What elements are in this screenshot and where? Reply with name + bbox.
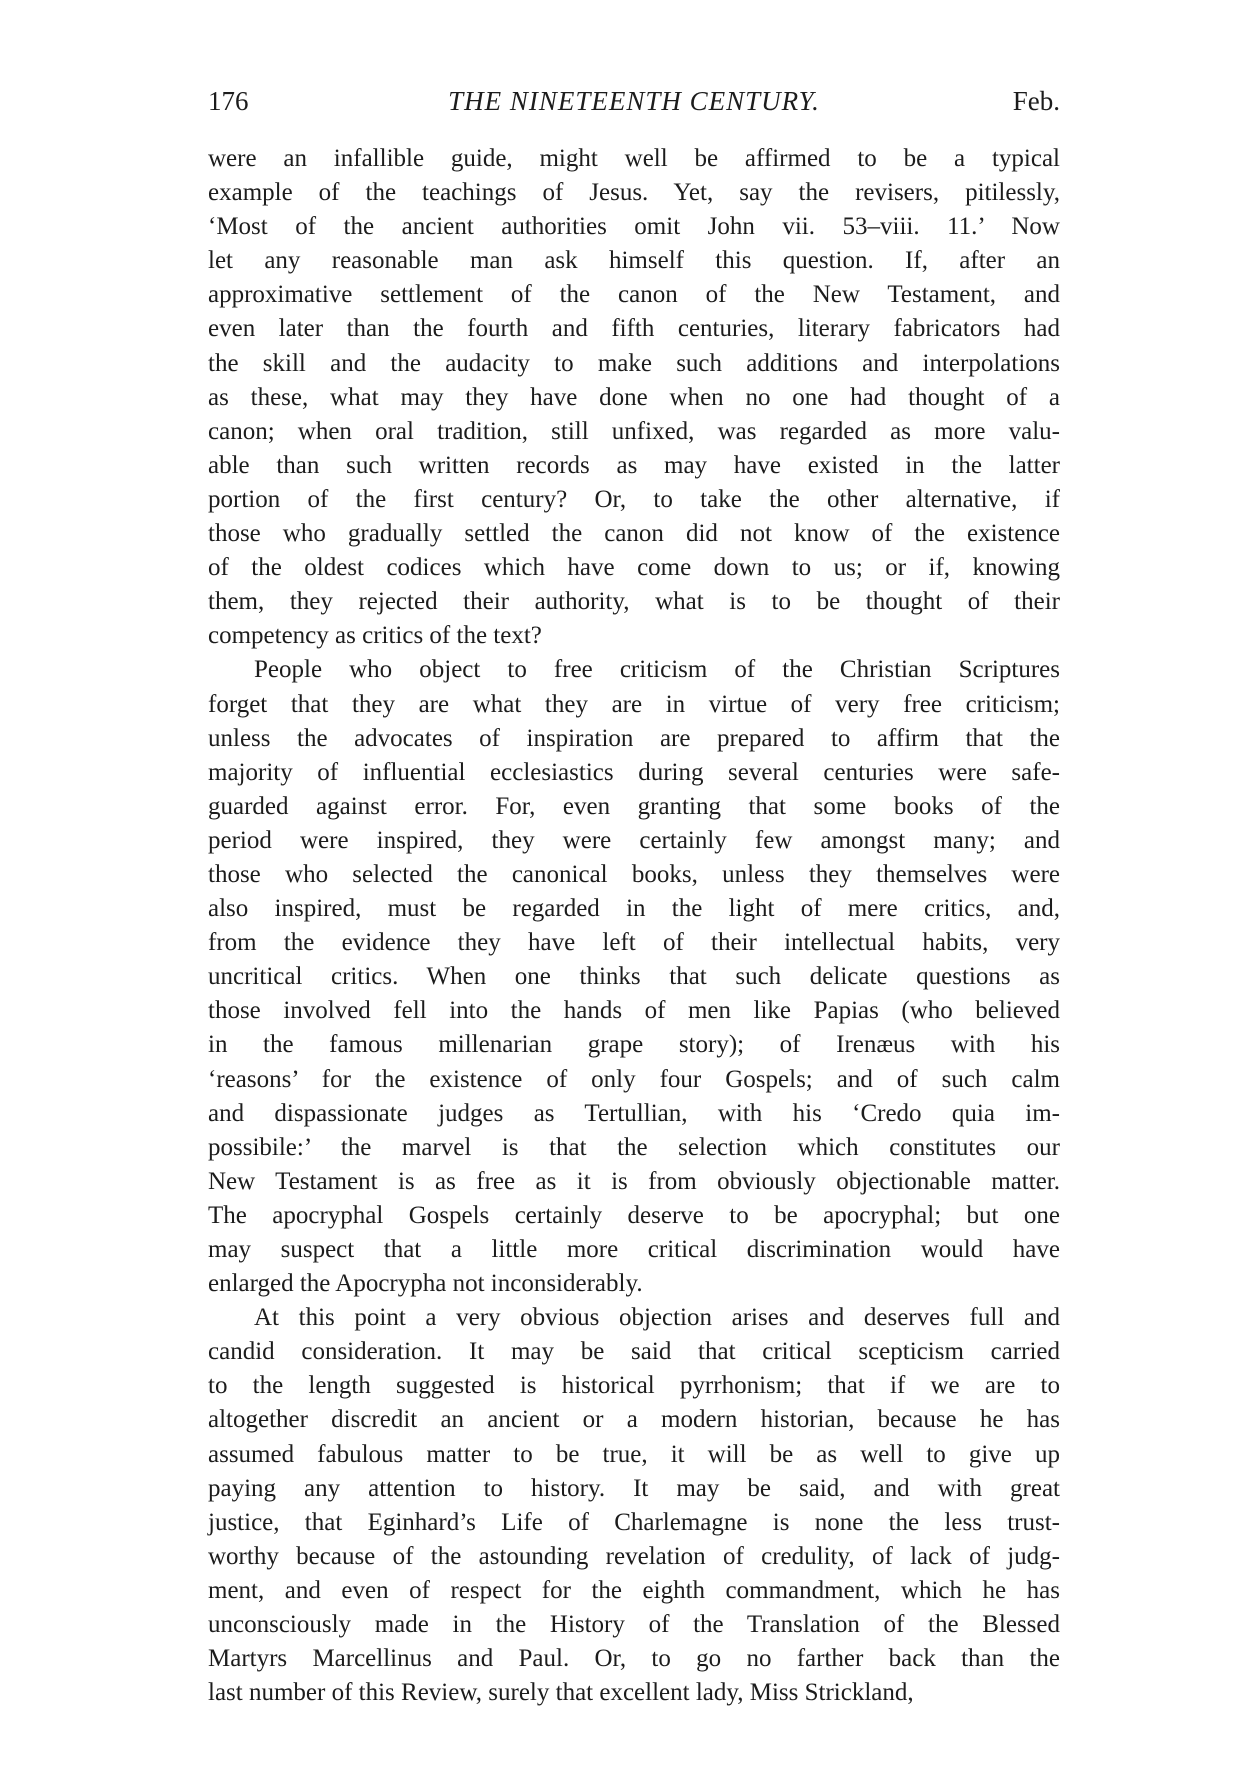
text-line: last number of this Review, surely that excellent lady, Miss Strickland, [208,1679,914,1707]
text-line: approximative settlement of the canon of the New Testament, and [208,281,1060,309]
text-line: were an infallible guide, might well be affirmed to be a typical [208,145,1060,172]
article-body [208,142,1060,1710]
text-line: ‘Most of the ancient authorities omit John vii. 53–viii. 11.’ Now [208,213,1060,241]
paragraph [208,1301,1060,1710]
text-line: forget that they are what they are in virtue of very free criticism; [208,690,1060,718]
text-line: those who gradually settled the canon did not know of the existence [208,520,1060,548]
text-line: assumed fabulous matter to be true, it will be as well to give up [208,1440,1060,1468]
running-title: THE NINETEENTH CENTURY. [448,86,820,116]
paragraph [208,653,1060,1301]
text-line: them, they rejected their authority, what is to be thought of their [208,588,1060,616]
paragraph [208,142,1060,653]
text-line: New Testament is as free as it is from obviously objectionable matter. [208,1167,1060,1195]
text-line: example of the teachings of Jesus. Yet, say the revisers, pitilessly, [208,179,1060,207]
text-line: candid consideration. It may be said that critical scepticism carried [208,1338,1060,1366]
text-line: those who selected the canonical books, unless they themselves were [208,860,1060,888]
text-line: able than such written records as may have existed in the latter [208,451,1060,479]
text-line: guarded against error. For, even granting that some books of the [208,792,1060,820]
issue-month: Feb. [1012,86,1060,116]
text-line: At this point a very obvious objection arises and deserves full and [254,1304,1060,1332]
text-line: and dispassionate judges as Tertullian, with his ‘Credo quia im- [208,1099,1060,1127]
text-line: paying any attention to history. It may be said, and with great [208,1474,1060,1502]
text-line: from the evidence they have left of their intellectual habits, very [208,929,1060,957]
text-line: of the oldest codices which have come down to us; or if, knowing [208,554,1060,582]
text-line: unconsciously made in the History of the Translation of the Blessed [208,1611,1060,1639]
text-line: the skill and the audacity to make such additions and interpolations [208,349,1060,377]
text-line: in the famous millenarian grape story); of Irenæus with his [208,1031,1060,1059]
text-line: as these, what may they have done when no one had thought of a [208,383,1060,411]
text-line: portion of the first century? Or, to take the other alternative, if [208,485,1060,513]
text-line: People who object to free criticism of the Christian Scriptures [254,656,1060,684]
text-line: to the length suggested is historical pyrrhonism; that if we are to [208,1372,1060,1400]
text-line: possibile:’ the marvel is that the selection which constitutes our [208,1133,1060,1161]
text-line: unless the advocates of inspiration are prepared to affirm that the [208,724,1060,752]
text-line: even later than the fourth and fifth centuries, literary fabricators had [208,315,1060,343]
running-header [208,86,1060,126]
text-line: may suspect that a little more critical discrimination would have [208,1236,1060,1263]
text-line: ‘reasons’ for the existence of only four Gospels; and of such calm [208,1065,1060,1093]
text-line: majority of influential ecclesiastics during several centuries were safe- [208,758,1060,786]
text-line: Martyrs Marcellinus and Paul. Or, to go no farther back than the [208,1645,1060,1673]
text-line: uncritical critics. When one thinks that such delicate questions as [208,963,1060,991]
page-number: 176 [208,86,249,116]
text-line: competency as critics of the text? [208,622,542,650]
text-line: let any reasonable man ask himself this question. If, after an [208,247,1060,275]
text-line: worthy because of the astounding revelation of credulity, of lack of judg- [208,1542,1060,1570]
text-line: canon; when oral tradition, still unfixed, was regarded as more valu- [208,417,1060,445]
text-line: justice, that Eginhard’s Life of Charlemagne is none the less trust- [208,1508,1060,1536]
text-line: The apocryphal Gospels certainly deserve to be apocryphal; but one [208,1201,1060,1229]
text-line: those involved fell into the hands of men like Papias (who believed [208,997,1060,1025]
text-line: also inspired, must be regarded in the light of mere critics, and, [208,895,1060,923]
text-line: altogether discredit an ancient or a modern historian, because he has [208,1406,1060,1434]
text-line: ment, and even of respect for the eighth commandment, which he has [208,1576,1060,1604]
text-line: period were inspired, they were certainly few amongst many; and [208,826,1060,854]
text-line: enlarged the Apocrypha not inconsiderably. [208,1270,643,1298]
